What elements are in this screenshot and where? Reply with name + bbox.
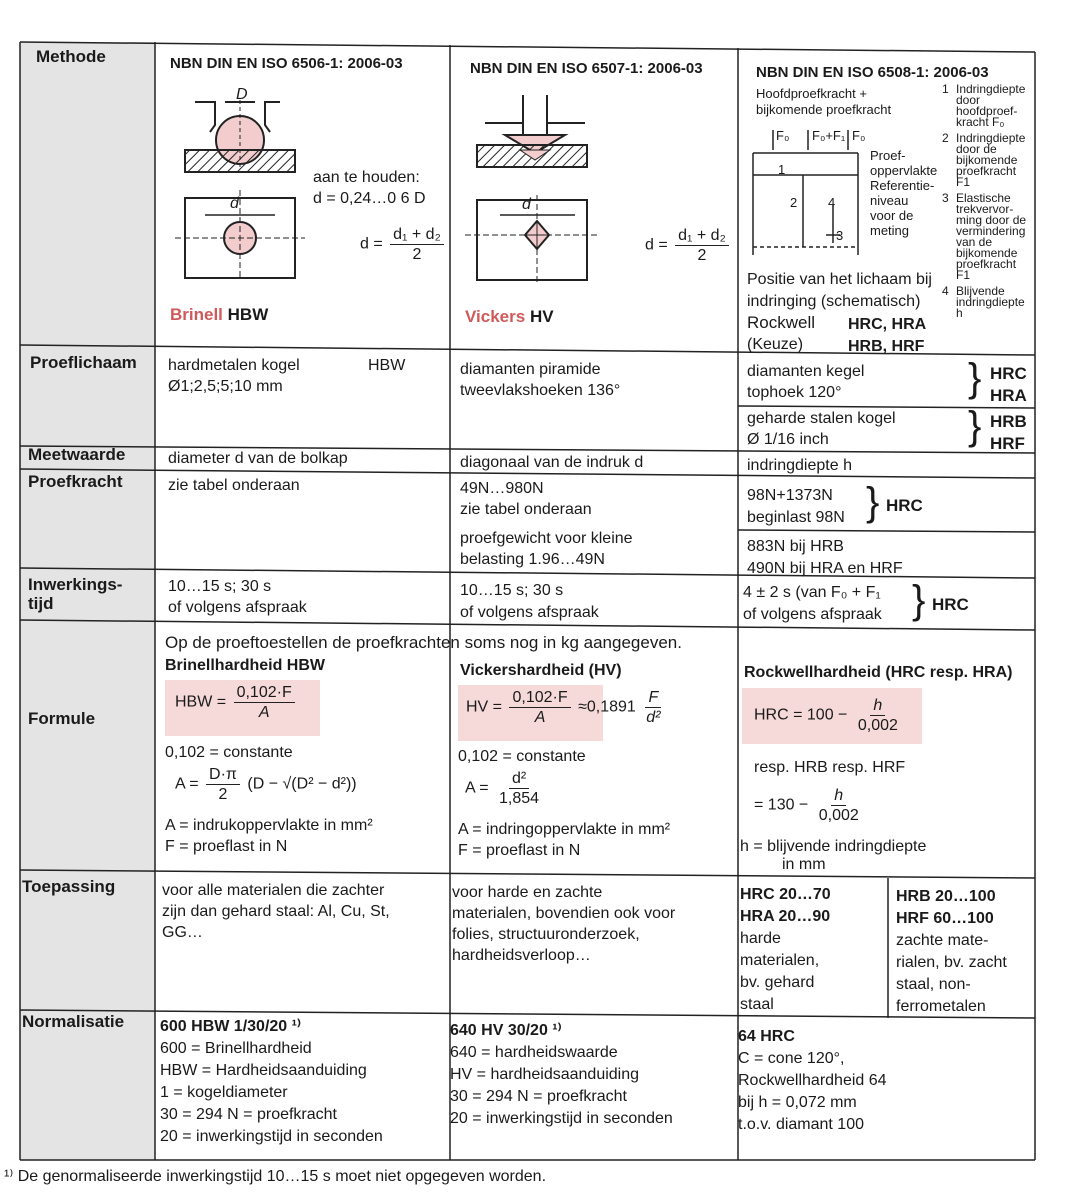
row-label-formule: Formule xyxy=(28,709,96,728)
brinell-D-label: D xyxy=(236,86,248,103)
proeflichaam-rockwell-2: tophoek 120° xyxy=(747,384,842,401)
rockwell-name: Rockwell xyxy=(747,313,816,332)
formule-brinell-title: Brinellhardheid HBW xyxy=(165,657,326,674)
inwerking-vickers-2: of volgens afspraak xyxy=(460,604,599,621)
rockwell-f0f1: F₀+F₁ xyxy=(812,128,846,143)
vickers-d-formula: d = $\frac{\text{d₁ + d₂}}{2}$ xyxy=(645,226,732,265)
rockwell-abbr-2: HRB, HRF xyxy=(848,338,925,355)
proeflichaam-hra: HRA xyxy=(990,386,1027,405)
brinell-A-def: A = indrukoppervlakte in mm² xyxy=(165,817,373,834)
brinell-title: Brinell HBW xyxy=(170,305,269,324)
brinell-diagram xyxy=(170,80,310,285)
brinell-area-formula: A = $\frac{D\cdot\pi}{2}$ (D − √(D² − d²)) xyxy=(175,766,357,803)
row-label-meetwaarde: Meetwaarde xyxy=(28,445,126,464)
proefkracht-vickers-3: proefgewicht voor kleine xyxy=(460,530,633,547)
brinell-hbw-formula: HBW = $\frac{0,102\cdot F}{A}$ xyxy=(175,683,298,722)
brace-inwerking-hrc: } xyxy=(912,578,926,622)
row-label-inwerking: Inwerkings- tijd xyxy=(28,575,123,613)
proeflichaam-brinell-1: hardmetalen kogel xyxy=(168,357,300,374)
rockwell-pos-2: indringing (schematisch) xyxy=(747,293,921,310)
formule-rockwell-title: Rockwellhardheid (HRC resp. HRA) xyxy=(744,664,1013,681)
proefkracht-vickers-2: zie tabel onderaan xyxy=(460,501,592,518)
row-label-toepassing: Toepassing xyxy=(22,877,116,896)
rockwell-num-4: 4 xyxy=(828,195,836,210)
proeflichaam-brinell-tag: HBW xyxy=(368,357,406,374)
proeflichaam-hrf: HRF xyxy=(990,434,1025,453)
normalisatie-vickers: 640 HV 30/20 ¹⁾ 640 = hardheidswaarde HV = hardheidsaanduiding 30 = 294 N = proefkracht 20 = inwerkingstijd in seconden xyxy=(450,1022,673,1127)
brace-proefkracht-hrc: } xyxy=(866,480,880,524)
proefkracht-rockwell-4: 490N bij HRA en HRF xyxy=(747,560,903,577)
proeflichaam-hrc: HRC xyxy=(990,364,1027,383)
vickers-diagram xyxy=(465,95,605,290)
vickers-const: 0,102 = constante xyxy=(458,748,586,765)
proefkracht-vickers-1: 49N…980N xyxy=(460,480,544,497)
inwerking-brinell-2: of volgens afspraak xyxy=(168,599,307,616)
proefkracht-rockwell-3: 883N bij HRB xyxy=(747,538,844,555)
rockwell-legend xyxy=(942,84,1032,319)
proefkracht-hrc: HRC xyxy=(886,496,923,515)
proeflichaam-hrb: HRB xyxy=(990,412,1027,431)
brinell-keep-label: aan te houden: xyxy=(313,169,420,186)
legend-item: 3 Elastische trekvervor- ming door de vermindering van de bijkomende proefkracht F1 xyxy=(942,191,1027,282)
rockwell-num-2: 2 xyxy=(790,195,798,210)
rockwell-pos-1: Positie van het lichaam bij xyxy=(747,271,932,288)
vickers-hv-formula: HV = $\frac{0,102\cdot F}{A}$ ≈0,1891 $\frac{F}{\text{d²}}$ xyxy=(466,689,661,726)
vickers-title: Vickers HV xyxy=(465,307,554,326)
legend-item: 4 Blijvende indringdiepte h xyxy=(942,284,1025,320)
rockwell-top-2: bijkomende proefkracht xyxy=(756,102,892,117)
brinell-const: 0,102 = constante xyxy=(165,744,293,761)
rockwell-num-3: 3 xyxy=(836,228,844,243)
meetwaarde-vickers: diagonaal van de indruk d xyxy=(460,454,644,471)
inwerking-rockwell-1: 4 ± 2 s (van F₀ + F₁ xyxy=(743,584,881,601)
brinell-d-formula: d = $\frac{\text{d₁ + d₂}}{2}$ xyxy=(360,225,447,264)
proefkracht-vickers-4: belasting 1.96…49N xyxy=(460,551,605,568)
vickers-standard: NBN DIN EN ISO 6507-1: 2006-03 xyxy=(470,60,703,77)
proeflichaam-rockwell-1: diamanten kegel xyxy=(747,363,865,380)
row-label-normalisatie: Normalisatie xyxy=(22,1012,125,1031)
brinell-d-label: d xyxy=(230,195,239,212)
legend-item: 1 Indringdiepte door hoofdproef- kracht F₀ xyxy=(942,82,1026,129)
rockwell-hrb-formula: = 130 − $\frac{h}{0,002}$ xyxy=(754,787,859,824)
proefkracht-rockwell-2: beginlast 98N xyxy=(747,509,845,526)
legend-item: 2 Indringdiepte door de bijkomende proefkracht F1 xyxy=(942,131,1026,189)
inwerking-rockwell-2: of volgens afspraak xyxy=(743,606,882,623)
inwerking-vickers-1: 10…15 s; 30 s xyxy=(460,582,564,599)
row-label-proefkracht: Proefkracht xyxy=(28,472,123,491)
brinell-standard: NBN DIN EN ISO 6506-1: 2006-03 xyxy=(170,55,403,72)
brace-hrb-hrf: } xyxy=(968,404,982,448)
row-label-methode: Methode xyxy=(36,47,106,66)
proeflichaam-brinell-2: Ø1;2,5;5;10 mm xyxy=(168,378,283,395)
brinell-keep-value: d = 0,24…0 6 D xyxy=(313,190,426,207)
proeflichaam-vickers-1: diamanten piramide xyxy=(460,361,601,378)
vickers-area-formula: A = $\frac{\text{d²}}{1,854}$ xyxy=(465,770,540,807)
rockwell-abbr-1: HRC, HRA xyxy=(848,316,927,333)
rockwell-diagram xyxy=(748,125,868,260)
proeflichaam-vickers-2: tweevlakshoeken 136° xyxy=(460,382,621,399)
vickers-A-def: A = indringoppervlakte in mm² xyxy=(458,821,671,838)
rockwell-hrc-formula: HRC = 100 − $\frac{h}{0,002}$ xyxy=(754,697,898,734)
footnote: ¹⁾ De genormaliseerde inwerkingstijd 10…15 s moet niet opgegeven worden. xyxy=(4,1168,547,1185)
rockwell-h-def-1: h = blijvende indringdiepte xyxy=(740,838,927,855)
proeflichaam-rockwell-4: Ø 1/16 inch xyxy=(747,431,829,448)
rockwell-standard: NBN DIN EN ISO 6508-1: 2006-03 xyxy=(756,64,989,81)
rockwell-resp: resp. HRB resp. HRF xyxy=(754,759,906,776)
proeflichaam-rockwell-3: geharde stalen kogel xyxy=(747,410,896,427)
rockwell-num-1: 1 xyxy=(778,162,786,177)
toepassing-rockwell-soft: HRB 20…100 HRF 60…100 zachte mate- rialen, bv. zacht staal, non- ferrometalen xyxy=(896,888,1007,1015)
meetwaarde-brinell: diameter d van de bolkap xyxy=(168,450,348,467)
formule-vickers-title: Vickershardheid (HV) xyxy=(460,662,622,679)
proefkracht-rockwell-1: 98N+1373N xyxy=(747,487,833,504)
brinell-F-def: F = proeflast in N xyxy=(165,838,288,855)
meetwaarde-rockwell: indringdiepte h xyxy=(747,457,852,474)
brace-hrc-hra: } xyxy=(968,356,982,400)
row-label-proeflichaam: Proeflichaam xyxy=(30,353,137,372)
formule-intro: Op de proeftoestellen de proefkrachten soms nog in kg aangegeven. xyxy=(165,633,682,652)
rockwell-keuze: (Keuze) xyxy=(747,336,804,353)
toepassing-rockwell-hard: HRC 20…70 HRA 20…90 harde materialen, bv. gehard staal xyxy=(740,886,831,1013)
vickers-F-def: F = proeflast in N xyxy=(458,842,581,859)
rockwell-top-1: Hoofdproefkracht + xyxy=(756,86,867,101)
toepassing-brinell: voor alle materialen die zachter zijn dan gehard staal: Al, Cu, St, GG… xyxy=(162,882,390,941)
inwerking-brinell-1: 10…15 s; 30 s xyxy=(168,578,272,595)
proefkracht-brinell: zie tabel onderaan xyxy=(168,477,300,494)
rockwell-side-text: Proef- oppervlakte Referentie- niveau voor de meting xyxy=(870,148,938,238)
normalisatie-rockwell: 64 HRC C = cone 120°, Rockwellhardheid 64 bij h = 0,072 mm t.o.v. diamant 100 xyxy=(738,1028,887,1133)
normalisatie-brinell: 600 HBW 1/30/20 ¹⁾ 600 = Brinellhardheid HBW = Hardheidsaanduiding 1 = kogeldiameter 30 = 294 N = proefkracht 20 = inwerkingstijd in seconden xyxy=(160,1018,383,1145)
inwerking-hrc: HRC xyxy=(932,595,969,614)
rockwell-f0b: F₀ xyxy=(852,128,866,143)
vickers-d-label: d xyxy=(522,196,531,213)
rockwell-h-def-2: in mm xyxy=(782,856,826,873)
rockwell-f0: F₀ xyxy=(776,128,790,143)
toepassing-vickers: voor harde en zachte materialen, bovendien ook voor folies, structuuronderzoek, hardheidsverloop… xyxy=(452,884,676,964)
